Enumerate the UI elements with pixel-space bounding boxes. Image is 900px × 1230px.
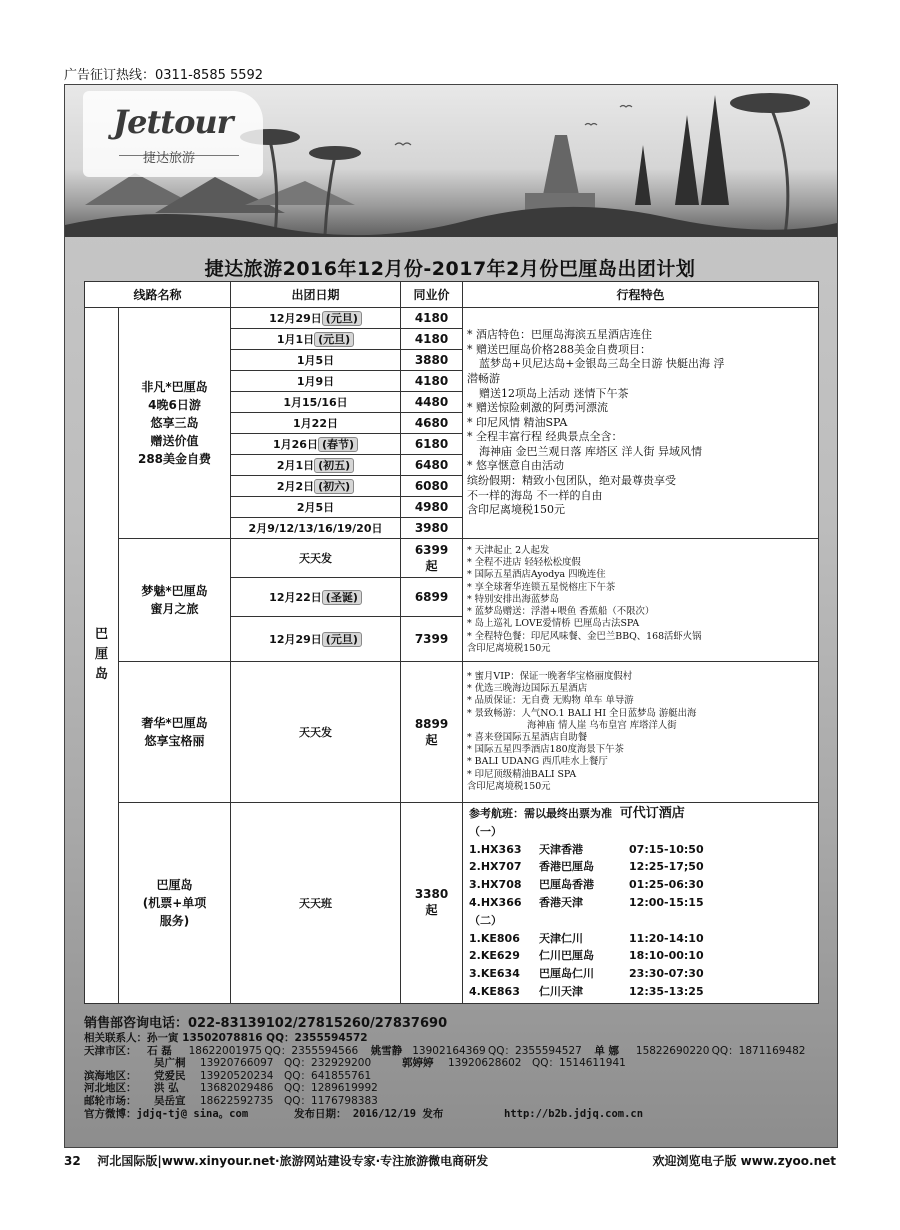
contact-area: 天津市区： xyxy=(84,1044,137,1057)
route1-price: 4980 xyxy=(401,497,463,518)
contact-row xyxy=(84,1095,818,1108)
ad-hotline: 广告征订热线：0311-8585 5592 xyxy=(64,68,264,83)
header-route: 线路名称 xyxy=(85,282,231,308)
region-char: 岛 xyxy=(94,667,108,683)
flight-row xyxy=(469,841,812,859)
flight-time: 18:10-00:10 xyxy=(629,949,704,963)
flight-no: 2.HX707 xyxy=(469,860,522,874)
flight-time: 12:00-15:15 xyxy=(629,895,704,909)
flight-group-1: （一） xyxy=(469,824,503,838)
flight-route: 天津仁川 xyxy=(539,931,584,945)
route3-name: 奢华*巴厘岛 悠享宝格丽 xyxy=(119,662,231,803)
contact-phone: 18622592735 xyxy=(200,1094,274,1107)
contact-qq: QQ：232929200 xyxy=(284,1057,372,1070)
flight-no: 3.HX708 xyxy=(469,878,522,892)
flight-row xyxy=(469,983,812,1001)
table-row xyxy=(85,539,819,578)
table-row xyxy=(85,308,819,329)
flight-route: 仁川巴厘岛 xyxy=(539,949,595,963)
contact-phone: 13902164369 xyxy=(412,1044,486,1057)
route1-price: 4480 xyxy=(401,392,463,413)
route1-price: 6180 xyxy=(401,434,463,455)
footer-right-text: 欢迎浏览电子版 www.zyoo.net xyxy=(652,1154,836,1168)
contact-name: 单 娜 xyxy=(594,1044,620,1057)
contact-name: 党爱民 xyxy=(154,1069,186,1082)
contact-qq: QQ：1871169482 xyxy=(711,1044,806,1057)
route1-price: 6480 xyxy=(401,455,463,476)
flight-row xyxy=(469,894,812,912)
contact-row xyxy=(84,1057,818,1070)
route1-date: 1月1日 (元旦) xyxy=(231,329,401,350)
header-features: 行程特色 xyxy=(463,282,819,308)
page-title: 捷达旅游2016年12月份-2017年2月份巴厘岛出团计划 xyxy=(204,258,696,280)
logo-text: Jettour xyxy=(113,103,233,141)
contact-area: 邮轮市场： xyxy=(84,1094,137,1107)
route4-flights xyxy=(463,803,819,1004)
contact-qq: QQ：1289619992 xyxy=(284,1082,378,1095)
contact-area: 滨海地区： xyxy=(84,1069,137,1082)
route3-features: * 蜜月VIP：保证一晚奢华宝格丽度假村 * 优选三晚海边国际五星酒店 * 品质保证：无自费 无购物 单车 单导游 * 景致畅游：人气NO.1 BALI HI 全日蓝梦岛 游艇出海 海神庙 情人崖 乌布皇宫 库塔洋人街 * 喜来登国际五星酒店自助餐 * 国际五星四季酒店180度海景下午茶 * BALI UDANG 西爪哇水上餐厅 * 印尼顶级精油BALI SPA 含印尼离境税150元 xyxy=(463,662,819,803)
flight-row xyxy=(469,858,812,876)
flight-no: 1.HX363 xyxy=(469,842,522,856)
contact-name: 石 磊 xyxy=(147,1044,172,1057)
flight-row xyxy=(469,947,812,965)
route1-price: 4680 xyxy=(401,413,463,434)
flight-row xyxy=(469,965,812,983)
flight-no: 2.KE629 xyxy=(469,949,520,963)
route1-date: 1月5日 xyxy=(231,350,401,371)
contact-phone: 15822690220 xyxy=(635,1044,710,1057)
header-date: 出团日期 xyxy=(231,282,401,308)
route3-date: 天天发 xyxy=(231,662,401,803)
contact-phone: 18622001975 xyxy=(188,1044,263,1057)
contact-qq: QQ：2355594527 xyxy=(488,1044,582,1057)
route4-price: 3380 起 xyxy=(401,803,463,1004)
contact-phone: 13920766097 xyxy=(200,1057,274,1070)
contact-qq: QQ：1176798383 xyxy=(284,1094,378,1107)
route1-date: 2月2日 (初六) xyxy=(231,476,401,497)
route1-date: 2月1日 (初五) xyxy=(231,455,401,476)
table-row xyxy=(85,662,819,803)
region-char: 厘 xyxy=(94,647,108,663)
contact-area: 河北地区： xyxy=(84,1082,137,1095)
flight-no: 3.KE634 xyxy=(469,967,520,981)
flight-time: 23:30-07:30 xyxy=(629,967,704,981)
banner-image xyxy=(65,85,837,237)
route1-features: * 酒店特色：巴厘岛海滨五星酒店连住 * 赠送巴厘岛价格288美金自费项目： 蓝梦岛+贝尼达岛+金银岛三岛全日游 快艇出海 浮 潜畅游 赠送12项岛上活动 迷情下午茶 * 赠送惊险刺激的阿勇河漂流 * 印尼风情 精油SPA * 全程丰富行程 经典景点全含： 海神庙 金巴兰观日落 库塔区 洋人街 异域风情 * 悠享惬意自由活动 缤纷假期：精致小包团队，绝对最尊贵享受 不一样的海岛 不一样的自由 含印尼离境税150元 xyxy=(463,308,819,539)
route1-price: 3980 xyxy=(401,518,463,539)
contact-qq: QQ：2355594566 xyxy=(264,1044,359,1057)
page-footer xyxy=(64,1152,836,1169)
flight-no: 4.KE863 xyxy=(469,984,520,998)
table-row xyxy=(85,803,819,1004)
contact-phone: 13920520234 xyxy=(200,1069,274,1082)
flight-route: 仁川天津 xyxy=(539,984,584,998)
table-header-row xyxy=(85,282,819,308)
route1-price: 4180 xyxy=(401,308,463,329)
route2-price: 6399 起 xyxy=(401,539,463,578)
flight-time: 12:25-17;50 xyxy=(629,860,704,874)
contact-phone: 13920628602 xyxy=(448,1057,522,1070)
flight-time: 11:20-14:10 xyxy=(629,931,704,945)
contact-phone: 13682029486 xyxy=(200,1082,274,1095)
route2-price: 7399 xyxy=(401,617,463,662)
route1-date: 1月26日 (春节) xyxy=(231,434,401,455)
flight-time: 12:35-13:25 xyxy=(629,984,704,998)
route2-date: 天天发 xyxy=(231,539,401,578)
route1-date: 1月22日 xyxy=(231,413,401,434)
route3-price: 8899 起 xyxy=(401,662,463,803)
related-contact: 相关联系人：孙一寅 13502078816 QQ：2355594572 xyxy=(84,1032,368,1044)
flight-note: 参考航班：需以最终出票为准 可代订酒店 xyxy=(469,806,685,821)
route1-name: 非凡*巴厘岛 4晚6日游 悠享三岛 赠送价值 288美金自费 xyxy=(119,308,231,539)
region-char: 巴 xyxy=(94,627,108,643)
page-number: 32 xyxy=(64,1154,81,1168)
route1-price: 4180 xyxy=(401,371,463,392)
header-price: 同业价 xyxy=(401,282,463,308)
route1-date: 1月15/16日 xyxy=(231,392,401,413)
region-cell xyxy=(85,308,119,1004)
flight-row xyxy=(469,930,812,948)
route2-features: * 天津起止 2人起发 * 全程不进店 轻轻松松度假 * 国际五星酒店Ayodya 四晚连住 * 享全球奢华连锁五星悦榕庄下午茶 * 特别安排出海蓝梦岛 * 蓝梦岛赠送：浮潜+喂鱼 香蕉船（不限次） * 岛上巡礼 LOVE爱情桥 巴厘岛古法SPA * 全程特色餐：印尼风味餐、金巴兰BBQ、168活虾火锅 含印尼离境税150元 xyxy=(463,539,819,662)
route1-date: 1月9日 xyxy=(231,371,401,392)
contact-qq: QQ：1514611941 xyxy=(532,1057,626,1070)
footer-left-text: 河北国际版|www.xinyour.net·旅游网站建设专家·专注旅游微电商研发 xyxy=(97,1154,489,1168)
contact-qq: QQ：641855761 xyxy=(284,1069,372,1082)
route1-date: 2月5日 xyxy=(231,497,401,518)
flight-no: 1.KE806 xyxy=(469,931,520,945)
contact-name: 吴广桐 xyxy=(154,1057,186,1070)
flight-route: 香港天津 xyxy=(539,895,584,909)
route1-price: 3880 xyxy=(401,350,463,371)
contact-area xyxy=(84,1057,154,1070)
flight-route: 巴厘岛香港 xyxy=(539,878,595,892)
flight-time: 01:25-06:30 xyxy=(629,878,704,892)
contact-name: 姚雪静 xyxy=(370,1044,403,1057)
contact-row xyxy=(84,1082,818,1095)
flight-group-2: （二） xyxy=(469,913,503,927)
route2-date: 12月22日 (圣诞) xyxy=(231,578,401,617)
route2-date: 12月29日 (元旦) xyxy=(231,617,401,662)
flight-route: 巴厘岛仁川 xyxy=(539,967,595,981)
route4-name: 巴厘岛 (机票+单项 服务) xyxy=(119,803,231,1004)
contact-name: 吴岳宣 xyxy=(154,1094,186,1107)
route2-name: 梦魅*巴厘岛 蜜月之旅 xyxy=(119,539,231,662)
flight-route: 天津香港 xyxy=(539,842,584,856)
route1-price: 6080 xyxy=(401,476,463,497)
tour-schedule-table xyxy=(84,281,819,1004)
route1-price: 4180 xyxy=(401,329,463,350)
publish-info: 官方微博：jdjq-tj@ sina。com 发布日期： 2016/12/19 发布 http://b2b.jdjq.com.cn xyxy=(84,1107,644,1120)
route4-date: 天天班 xyxy=(231,803,401,1004)
logo-subtext: 捷达旅游 xyxy=(143,151,196,166)
jettour-logo xyxy=(83,91,263,177)
sales-phone: 销售部咨询电话：022-83139102/27815260/27837690 xyxy=(84,1016,448,1031)
region-label xyxy=(85,625,118,685)
flight-route: 香港巴厘岛 xyxy=(539,860,595,874)
contact-row xyxy=(84,1070,818,1083)
route2-price: 6899 xyxy=(401,578,463,617)
route1-date: 12月29日 (元旦) xyxy=(231,308,401,329)
flight-no: 4.HX366 xyxy=(469,895,522,909)
contact-name: 洪 弘 xyxy=(154,1082,179,1095)
contact-name: 郭婷婷 xyxy=(402,1057,434,1070)
flight-row xyxy=(469,876,812,894)
route1-date: 2月9/12/13/16/19/20日 xyxy=(231,518,401,539)
contact-row xyxy=(84,1045,818,1058)
contact-section xyxy=(84,1016,818,1120)
flight-time: 07:15-10:50 xyxy=(629,842,704,856)
